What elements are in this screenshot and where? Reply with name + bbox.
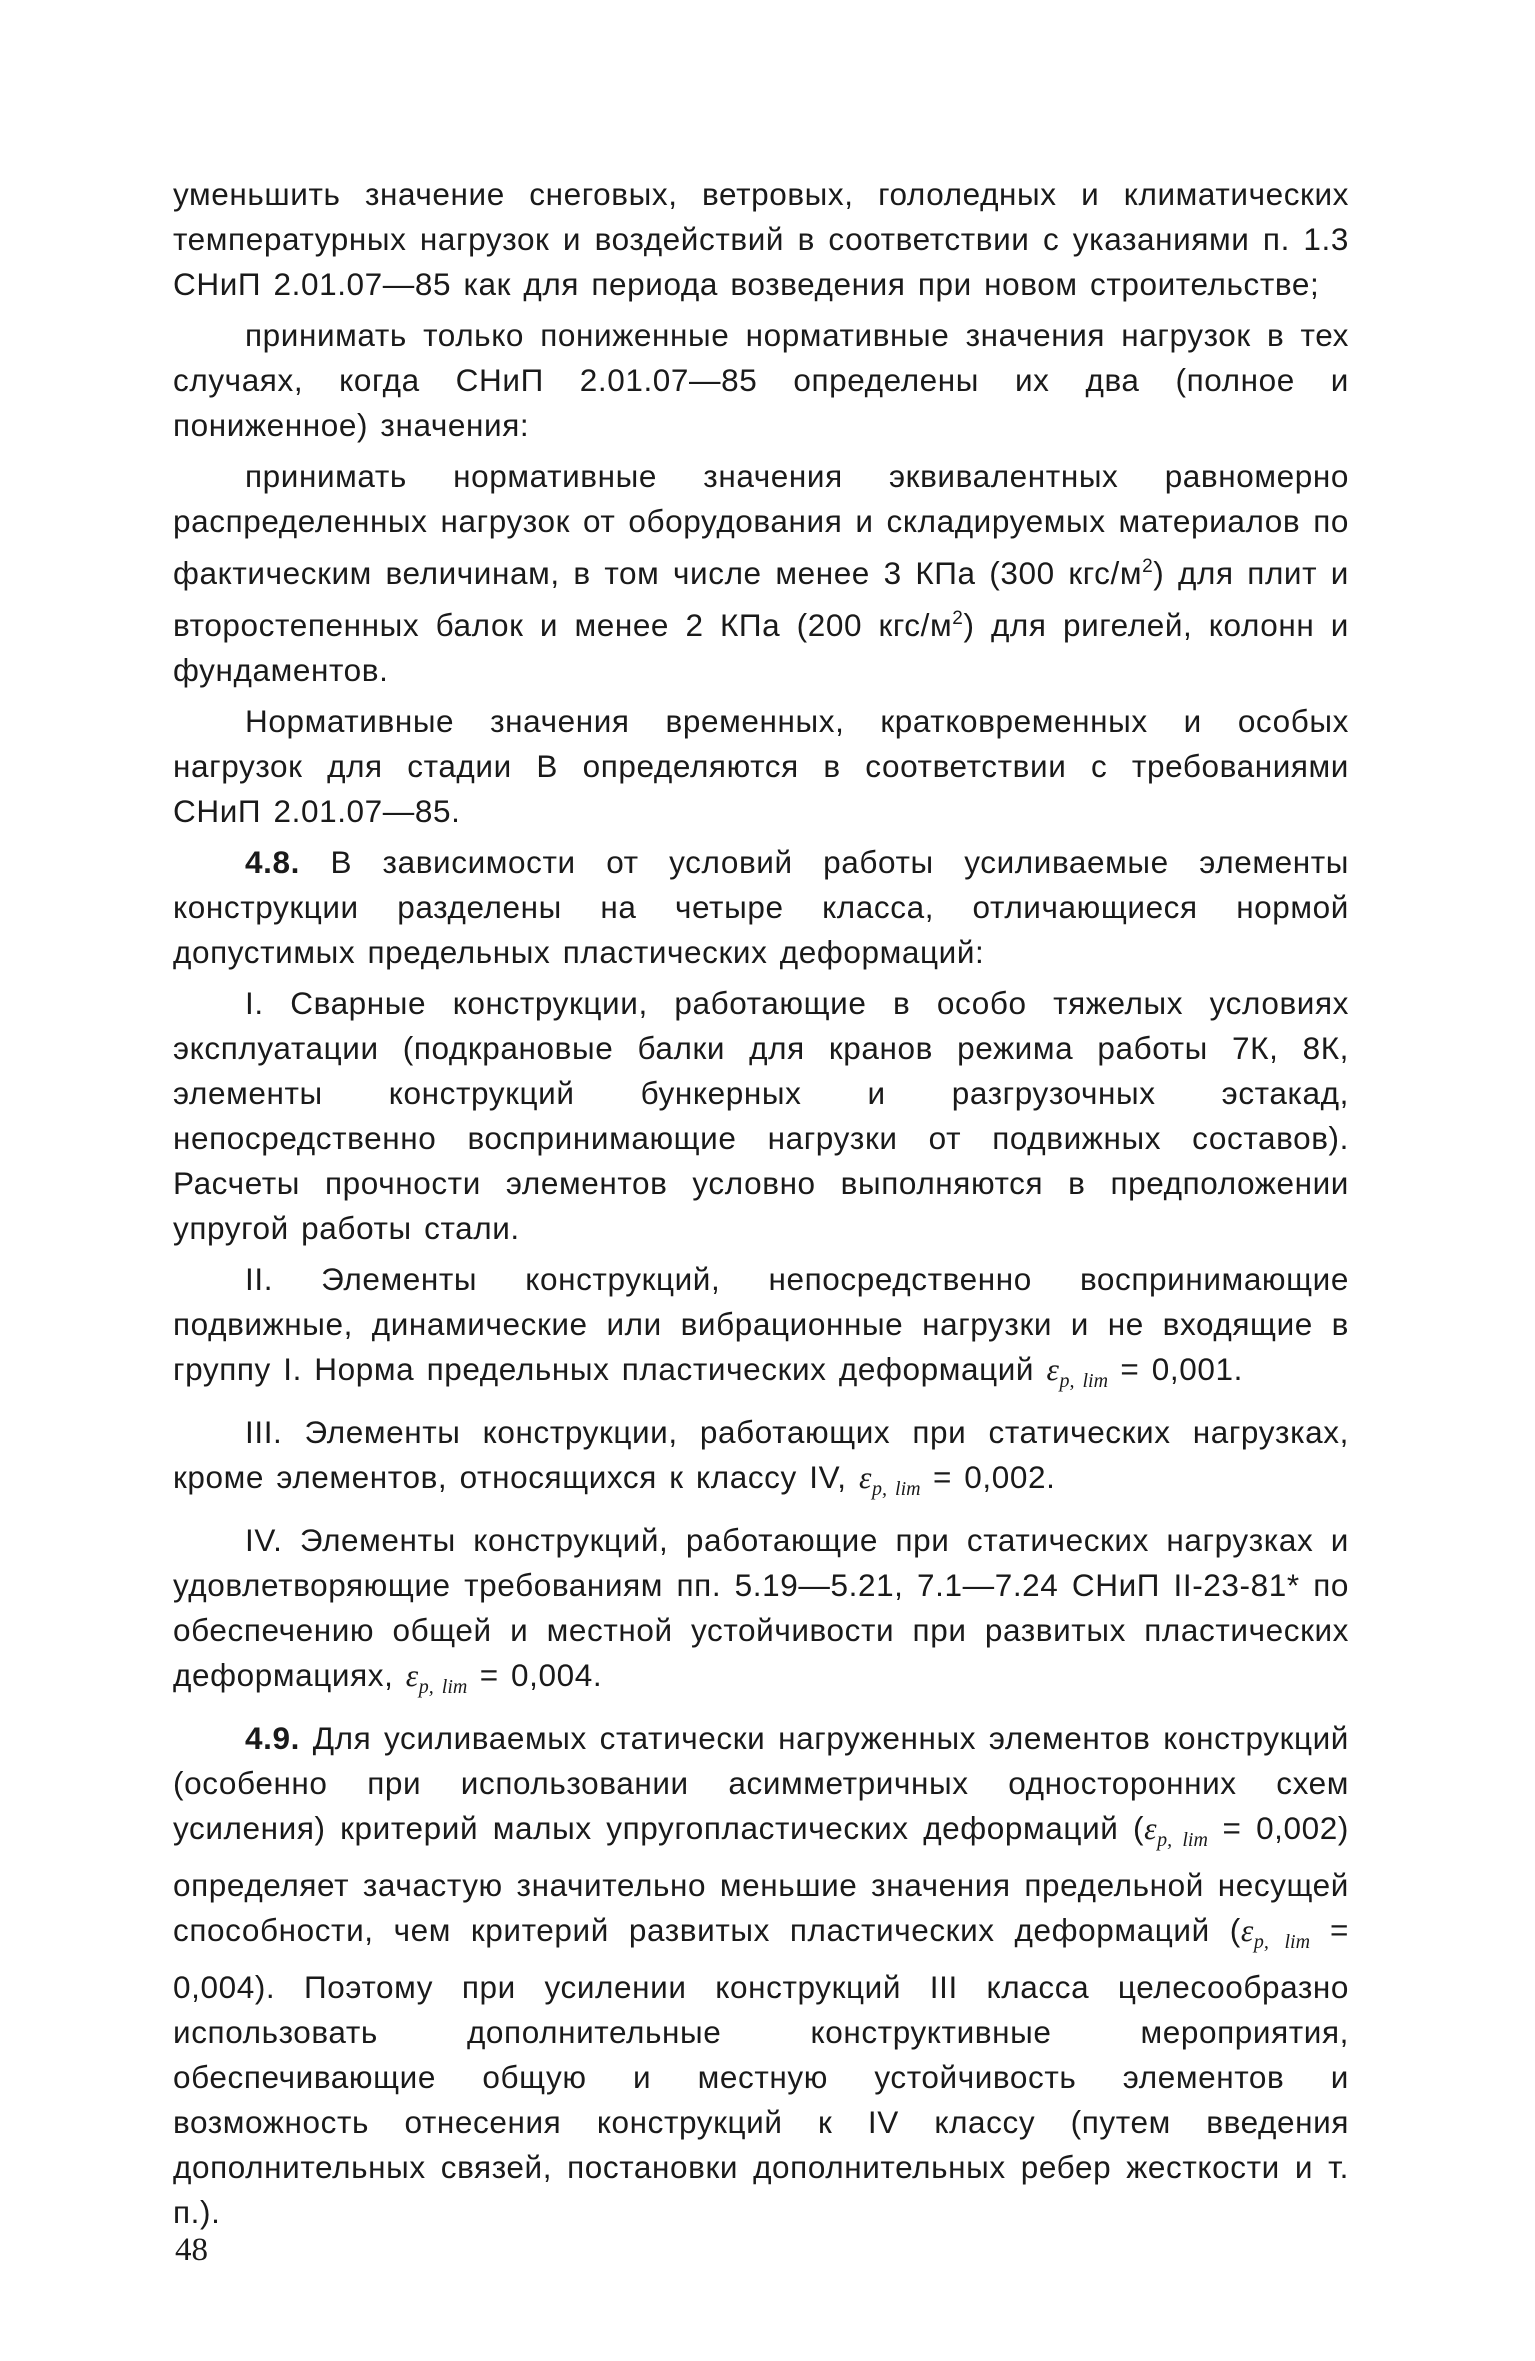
paragraph-4: Нормативные значения временных, кратковременных и особых нагрузок для стадии В определяются в соответствии с требованиями СНиП 2.01.07—85. [173,703,1349,829]
section-number: 4.9. [245,1720,300,1756]
paragraph-4-8: 4.8. В зависимости от условий работы усиливаемые элементы конструкции разделены на четыре класса, отличающиеся нормой допустимых предельных пластических деформаций: [173,844,1349,970]
paragraph-class-4: IV. Элементы конструкций, работающие при статических нагрузках и удовлетворяющие требованиям пп. 5.19—5.21, 7.1—7.24 СНиП II-23-81* по обеспечению общей и местной устойчивости при развитых пластических деформациях, $\varepsilon_{p, lim} = 0,004$. [173,1522,1349,1698]
paragraph-class-2: II. Элементы конструкций, непосредственно воспринимающие подвижные, динамические или вибрационные нагрузки и не входящие в группу I. Норма предельных пластических деформаций $\varepsilon_{p, lim} = 0,001$. [173,1261,1349,1392]
paragraph-2: принимать только пониженные нормативные значения нагрузок в тех случаях, когда СНиП 2.01.07—85 определены их два (полное и пониженное) значения: [173,317,1349,443]
paragraph-3: принимать нормативные значения эквивалентных равномерно распределенных нагрузок от оборудования и складируемых материалов по фактическим величинам, в том числе менее 3 КПа (300 кгс/$м^2$) для плит и второстепенных балок и менее 2 КПа (200 кгс/$м^2$) для ригелей, колонн и фундаментов. [173,458,1349,688]
section-number: 4.8. [245,844,300,880]
paragraph-1: уменьшить значение снеговых, ветровых, гололедных и климатических температурных нагрузок и воздействий в соответствии с указаниями п. 1.3 СНиП 2.01.07—85 как для периода возведения при новом строительстве; [173,176,1349,302]
paragraph-4-9: 4.9. Для усиливаемых статически нагруженных элементов конструкций (особенно при использовании асимметричных односторонних схем усиления) критерий малых упругопластических деформаций $(\varepsilon_{p, lim} = 0,002)$ определяет зачастую значительно меньшие значения предельной несущей способности, чем критерий развитых пластических деформаций $(\varepsilon_{p, lim} = 0,004)$. Поэтому при усилении конструкций III класса целесообразно использовать дополнительные конструктивные мероприятия, обеспечивающие общую и местную устойчивость элементов и возможность отнесения конструкций к IV классу (путем введения дополнительных связей, постановки дополнительных ребер жесткости и т. п.). [173,1720,1349,2230]
page-body [173,172,1349,2237]
paragraph-class-1: I. Сварные конструкции, работающие в особо тяжелых условиях эксплуатации (подкрановые балки для кранов режима работы 7К, 8К, элементы конструкций бункерных и разгрузочных эстакад, непосредственно воспринимающие нагрузки от подвижных составов). Расчеты прочности элементов условно выполняются в предположении упругой работы стали. [173,985,1349,1246]
paragraph-class-3: III. Элементы конструкции, работающих при статических нагрузках, кроме элементов, относящихся к классу IV, $\varepsilon_{p, lim} = 0,002$. [173,1414,1349,1500]
page-number: 48 [175,2232,208,2268]
